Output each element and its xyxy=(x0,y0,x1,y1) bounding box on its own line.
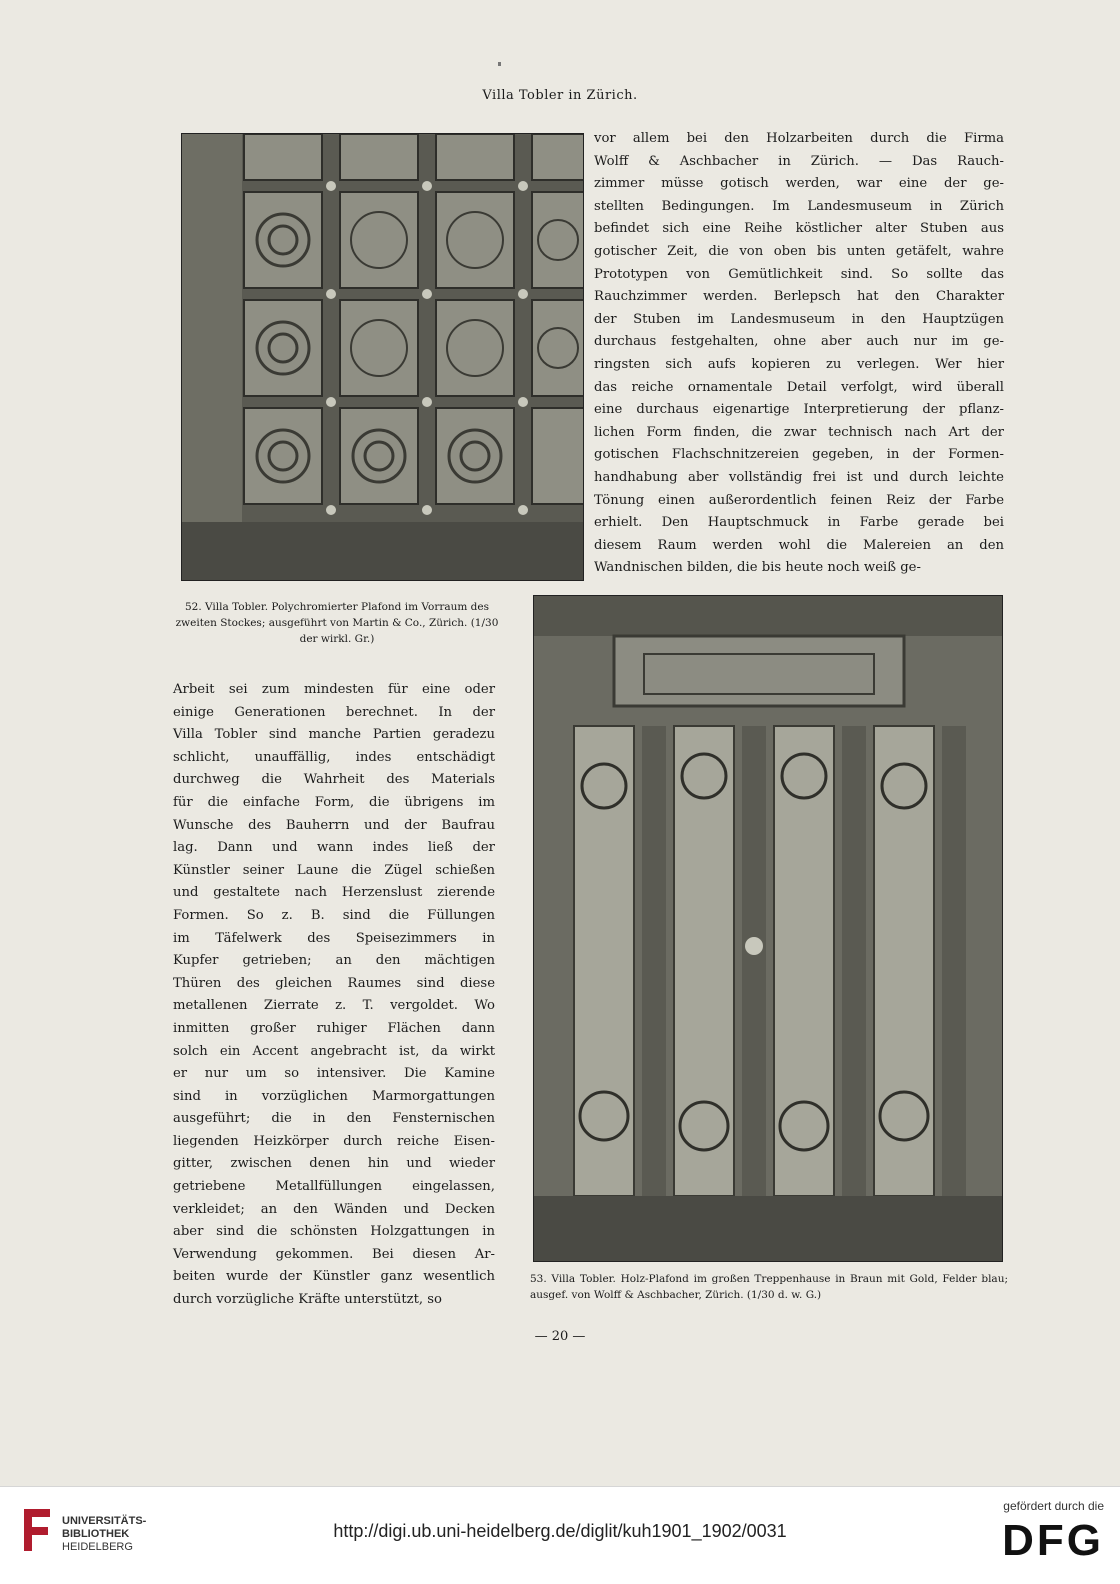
printer-mark xyxy=(498,62,501,66)
text-line: erhielt. Den Hauptschmuck in Farbe gerade bei xyxy=(594,515,1004,531)
text-line: er nur um so intensiver. Die Kamine xyxy=(173,1066,495,1082)
text-line: Tönung einen außerordentlich feinen Reiz der Farbe xyxy=(594,492,1004,508)
text-line: einige Generationen berechnet. In der xyxy=(173,704,495,720)
text-line: ringsten sich aufs kopieren zu verlegen. Wer hier xyxy=(594,356,1004,372)
text-line: Arbeit sei zum mindesten für eine oder xyxy=(173,682,495,697)
text-line: Rauchzimmer werden. Berlepsch hat den Charakter xyxy=(594,289,1004,305)
text-line: verkleidet; an den Wänden und Decken xyxy=(173,1201,495,1217)
dfg-sponsor[interactable] xyxy=(964,1499,1104,1579)
ceiling-illustration xyxy=(182,134,584,581)
figure-52-caption: 52. Villa Tobler. Polychromierter Plafond im Vorraum des zweiten Stockes; ausgeführt von Martin & Co., Zürich. (1/30 der wirkl. Gr.) xyxy=(175,601,499,645)
text-column-left xyxy=(173,679,495,1312)
text-line: diesem Raum werden wohl die Malereien an den xyxy=(594,537,1004,553)
text-line: und gestaltete nach Herzenslust zierende xyxy=(173,885,495,901)
text-line: zimmer müsse gotisch werden, war eine der ge- xyxy=(594,176,1004,192)
text-line: Kupfer getrieben; an den mächtigen xyxy=(173,953,495,969)
text-line: beiten wurde der Künstler ganz wesentlich xyxy=(173,1269,495,1285)
text-line: Thüren des gleichen Raumes sind diese xyxy=(173,975,495,991)
figure-53-caption: 53. Villa Tobler. Holz-Plafond im großen Treppenhause in Braun mit Gold, Felder blau; ausgef. von Wolff & Aschbacher, Zürich. (1/30 d. w. G.) xyxy=(530,1273,1008,1301)
paneling-illustration xyxy=(534,596,1003,1262)
text-line: Formen. So z. B. sind die Füllungen xyxy=(173,907,495,923)
dfg-logo: DFG xyxy=(1002,1516,1104,1565)
text-line: Wolff & Aschbacher in Zürich. — Das Rauch- xyxy=(594,153,1004,169)
text-line: inmitten großer ruhiger Flächen dann xyxy=(173,1020,495,1036)
text-line: das reiche ornamentale Detail verfolgt, wird überall xyxy=(594,379,1004,395)
text-line: gitter, zwischen denen hin und wieder xyxy=(173,1156,495,1172)
text-line: Wunsche des Bauherrn und der Baufrau xyxy=(173,817,495,833)
figure-52-ceiling-photo xyxy=(181,133,584,581)
sponsor-text: gefördert durch die xyxy=(1003,1499,1104,1513)
text-line: eine durchaus eigenartige Interpretierung der pflanz- xyxy=(594,402,1004,418)
text-line: Prototypen von Gemütlichkeit sind. So sollte das xyxy=(594,266,1004,282)
text-line: lag. Dann und wann indes ließ der xyxy=(173,840,495,856)
text-line: gotischen Flachschnitzereien gegeben, in der Formen- xyxy=(594,447,1004,463)
viewer-footer xyxy=(0,1486,1120,1584)
permalink-url[interactable]: http://digi.ub.uni-heidelberg.de/diglit/kuh1901_1902/0031 xyxy=(333,1521,787,1541)
text-line: Wandnischen bilden, die bis heute noch weiß ge- xyxy=(594,560,921,576)
text-line: im Täfelwerk des Speisezimmers in xyxy=(173,930,495,946)
text-line: der Stuben im Landesmuseum in den Hauptzügen xyxy=(594,311,1004,327)
text-line: Villa Tobler sind manche Partien geradezu xyxy=(173,727,495,743)
library-name-line-1: UNIVERSITÄTS- xyxy=(62,1515,147,1527)
text-line: metallenen Zierrate z. T. vergoldet. Wo xyxy=(173,998,495,1014)
library-name-line-3: HEIDELBERG xyxy=(62,1541,133,1553)
text-line: solch ein Accent angebracht ist, da wirkt xyxy=(173,1043,495,1059)
text-line: handhabung aber vollständig frei ist und durch leichte xyxy=(594,469,1004,485)
text-column-right xyxy=(594,128,1004,580)
text-line: sind in vorzüglichen Marmorgattungen xyxy=(173,1088,495,1104)
text-line: durchweg die Wahrheit des Materials xyxy=(173,772,495,788)
text-line: vor allem bei den Holzarbeiten durch die Firma xyxy=(594,131,1004,146)
text-line: schlicht, unauffällig, indes entschädigt xyxy=(173,749,495,765)
text-line: liegenden Heizkörper durch reiche Eisen- xyxy=(173,1133,495,1149)
library-name-line-2: BIBLIOTHEK xyxy=(62,1528,130,1540)
text-line: gotischer Zeit, die von oben bis unten getäfelt, wahre xyxy=(594,243,1004,259)
text-line: befindet sich eine Reihe köstlicher alter Stuben aus xyxy=(594,221,1004,237)
page-number: — 20 — xyxy=(534,1329,586,1344)
figure-53-paneling-photo xyxy=(533,595,1003,1262)
running-head: Villa Tobler in Zürich. xyxy=(482,88,638,103)
text-line: durch vorzügliche Kräfte unterstützt, so xyxy=(173,1292,442,1308)
text-line: ausgeführt; die in den Fensternischen xyxy=(173,1111,495,1127)
text-line: für die einfache Form, die übrigens im xyxy=(173,794,495,810)
text-line: getriebene Metallfüllungen eingelassen, xyxy=(173,1179,495,1195)
text-line: Künstler seiner Laune die Zügel schießen xyxy=(173,862,495,878)
text-line: Verwendung gekommen. Bei diesen Ar- xyxy=(173,1246,495,1262)
text-line: stellten Bedingungen. Im Landesmuseum in Zürich xyxy=(594,198,1004,214)
text-line: durchaus festgehalten, ohne aber auch nur im ge- xyxy=(594,334,1004,350)
text-line: aber sind die schönsten Holzgattungen in xyxy=(173,1224,495,1240)
text-line: lichen Form finden, die zwar technisch nach Art der xyxy=(594,424,1004,440)
